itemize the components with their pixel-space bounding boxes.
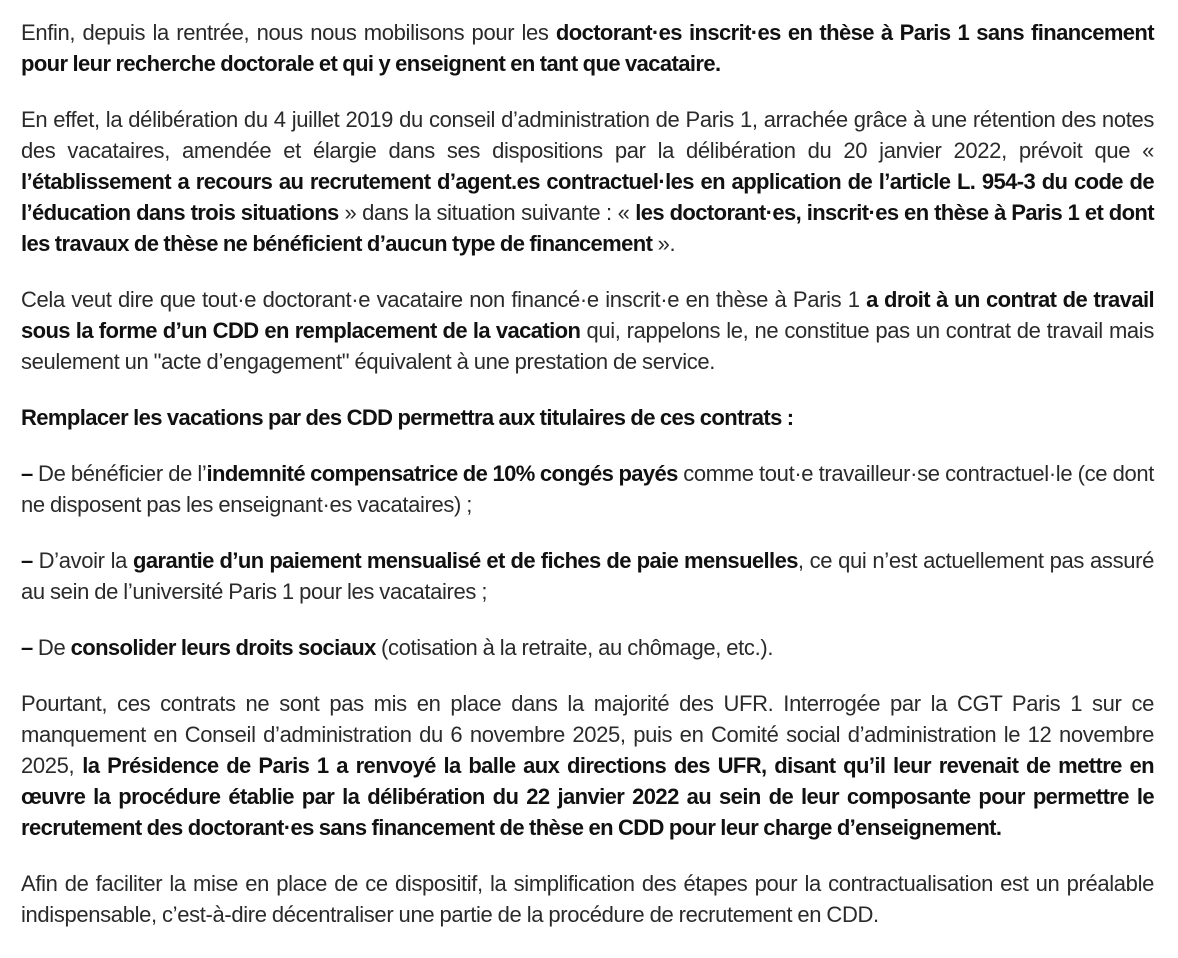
text-segment: (cotisation à la retraite, au chômage, etc.).	[375, 635, 774, 660]
text-segment: Enfin, depuis la rentrée, nous nous mobilisons pour les	[21, 20, 556, 45]
paragraph-however	[21, 688, 1154, 843]
text-segment: De	[32, 635, 71, 660]
text-segment-bold: la Présidence de Paris 1 a renvoyé la balle aux directions des UFR, disant qu’il leur revenait de mettre en œuvre la procédure établie par la délibération du 22 janvier 2022 au sein de leur composante pour permettre le recrutement des doctorant·es sans financement de thèse en CDD pour leur charge d’enseignement.	[21, 753, 1154, 840]
text-segment-bold: Remplacer les vacations par des CDD permettra aux titulaires de ces contrats :	[21, 405, 794, 430]
list-dash: –	[21, 635, 33, 660]
text-segment: , ce qui n’est actuellement pas assuré au sein de l’université Paris 1 pour les vacataires ;	[21, 548, 1154, 604]
text-segment: qui, rappelons le, ne constitue pas un contrat de travail mais seulement un "acte d’engagement" équivalent à une prestation de service.	[21, 318, 1154, 374]
list-dash: –	[21, 548, 33, 573]
text-segment-bold: indemnité compensatrice de 10% congés payés	[206, 461, 678, 486]
text-segment: De bénéficier de l’	[32, 461, 207, 486]
text-segment-bold: a droit à un contrat de travail sous la forme d’un CDD en remplacement de la vacation	[21, 287, 1154, 343]
paragraph-intro	[21, 17, 1154, 79]
text-segment: Cela veut dire que tout·e doctorant·e vacataire non financé·e inscrit·e en thèse à Paris 1	[21, 287, 867, 312]
text-segment-bold: les doctorant·es, inscrit·es en thèse à Paris 1 et dont les travaux de thèse ne bénéficient d’aucun type de financement	[21, 200, 1154, 256]
text-segment: ».	[652, 231, 676, 256]
text-segment-bold: l’établissement a recours au recrutement d’agent.es contractuel·les en application de l’article L. 954-3 du code de l’éducation dans trois situations	[21, 169, 1154, 225]
text-segment: comme tout·e travailleur·se contractuel·le (ce dont ne disposent pas les enseignant·es vacataires) ;	[21, 461, 1154, 517]
text-segment: Afin de faciliter la mise en place de ce dispositif, la simplification des étapes pour la contractualisation est un préalable indispensable, c’est-à-dire décentraliser une partie de la procédure de recrutement en CDD.	[21, 871, 1154, 927]
paragraph-benefit-3	[21, 632, 1154, 663]
text-segment-bold: garantie d’un paiement mensualisé et de fiches de paie mensuelles	[133, 548, 798, 573]
text-segment: Pourtant, ces contrats ne sont pas mis en place dans la majorité des UFR. Interrogée par la CGT Paris 1 sur ce manquement en Conseil d’administration du 6 novembre 2025, puis en Comité social d’administration le 12 novembre 2025,	[21, 691, 1154, 778]
list-dash: –	[21, 461, 33, 486]
text-segment: En effet, la délibération du 4 juillet 2019 du conseil d’administration de Paris 1, arrachée grâce à une rétention des notes des vacataires, amendée et élargie dans ses dispositions par la délibération du 20 janvier 2022, prévoit que «	[21, 107, 1154, 163]
text-segment: D’avoir la	[32, 548, 134, 573]
paragraph-benefit-1	[21, 458, 1154, 520]
paragraph-benefit-2	[21, 545, 1154, 607]
paragraph-meaning	[21, 284, 1154, 377]
paragraph-replace-heading	[21, 402, 1154, 433]
text-segment-bold: doctorant·es inscrit·es en thèse à Paris 1 sans financement pour leur recherche doctorale et qui y enseignent en tant que vacataire.	[21, 20, 1155, 76]
text-segment: » dans la situation suivante : «	[338, 200, 636, 225]
text-segment-bold: consolider leurs droits sociaux	[70, 635, 376, 660]
paragraph-deliberation	[21, 104, 1154, 259]
paragraph-conclusion	[21, 868, 1154, 930]
